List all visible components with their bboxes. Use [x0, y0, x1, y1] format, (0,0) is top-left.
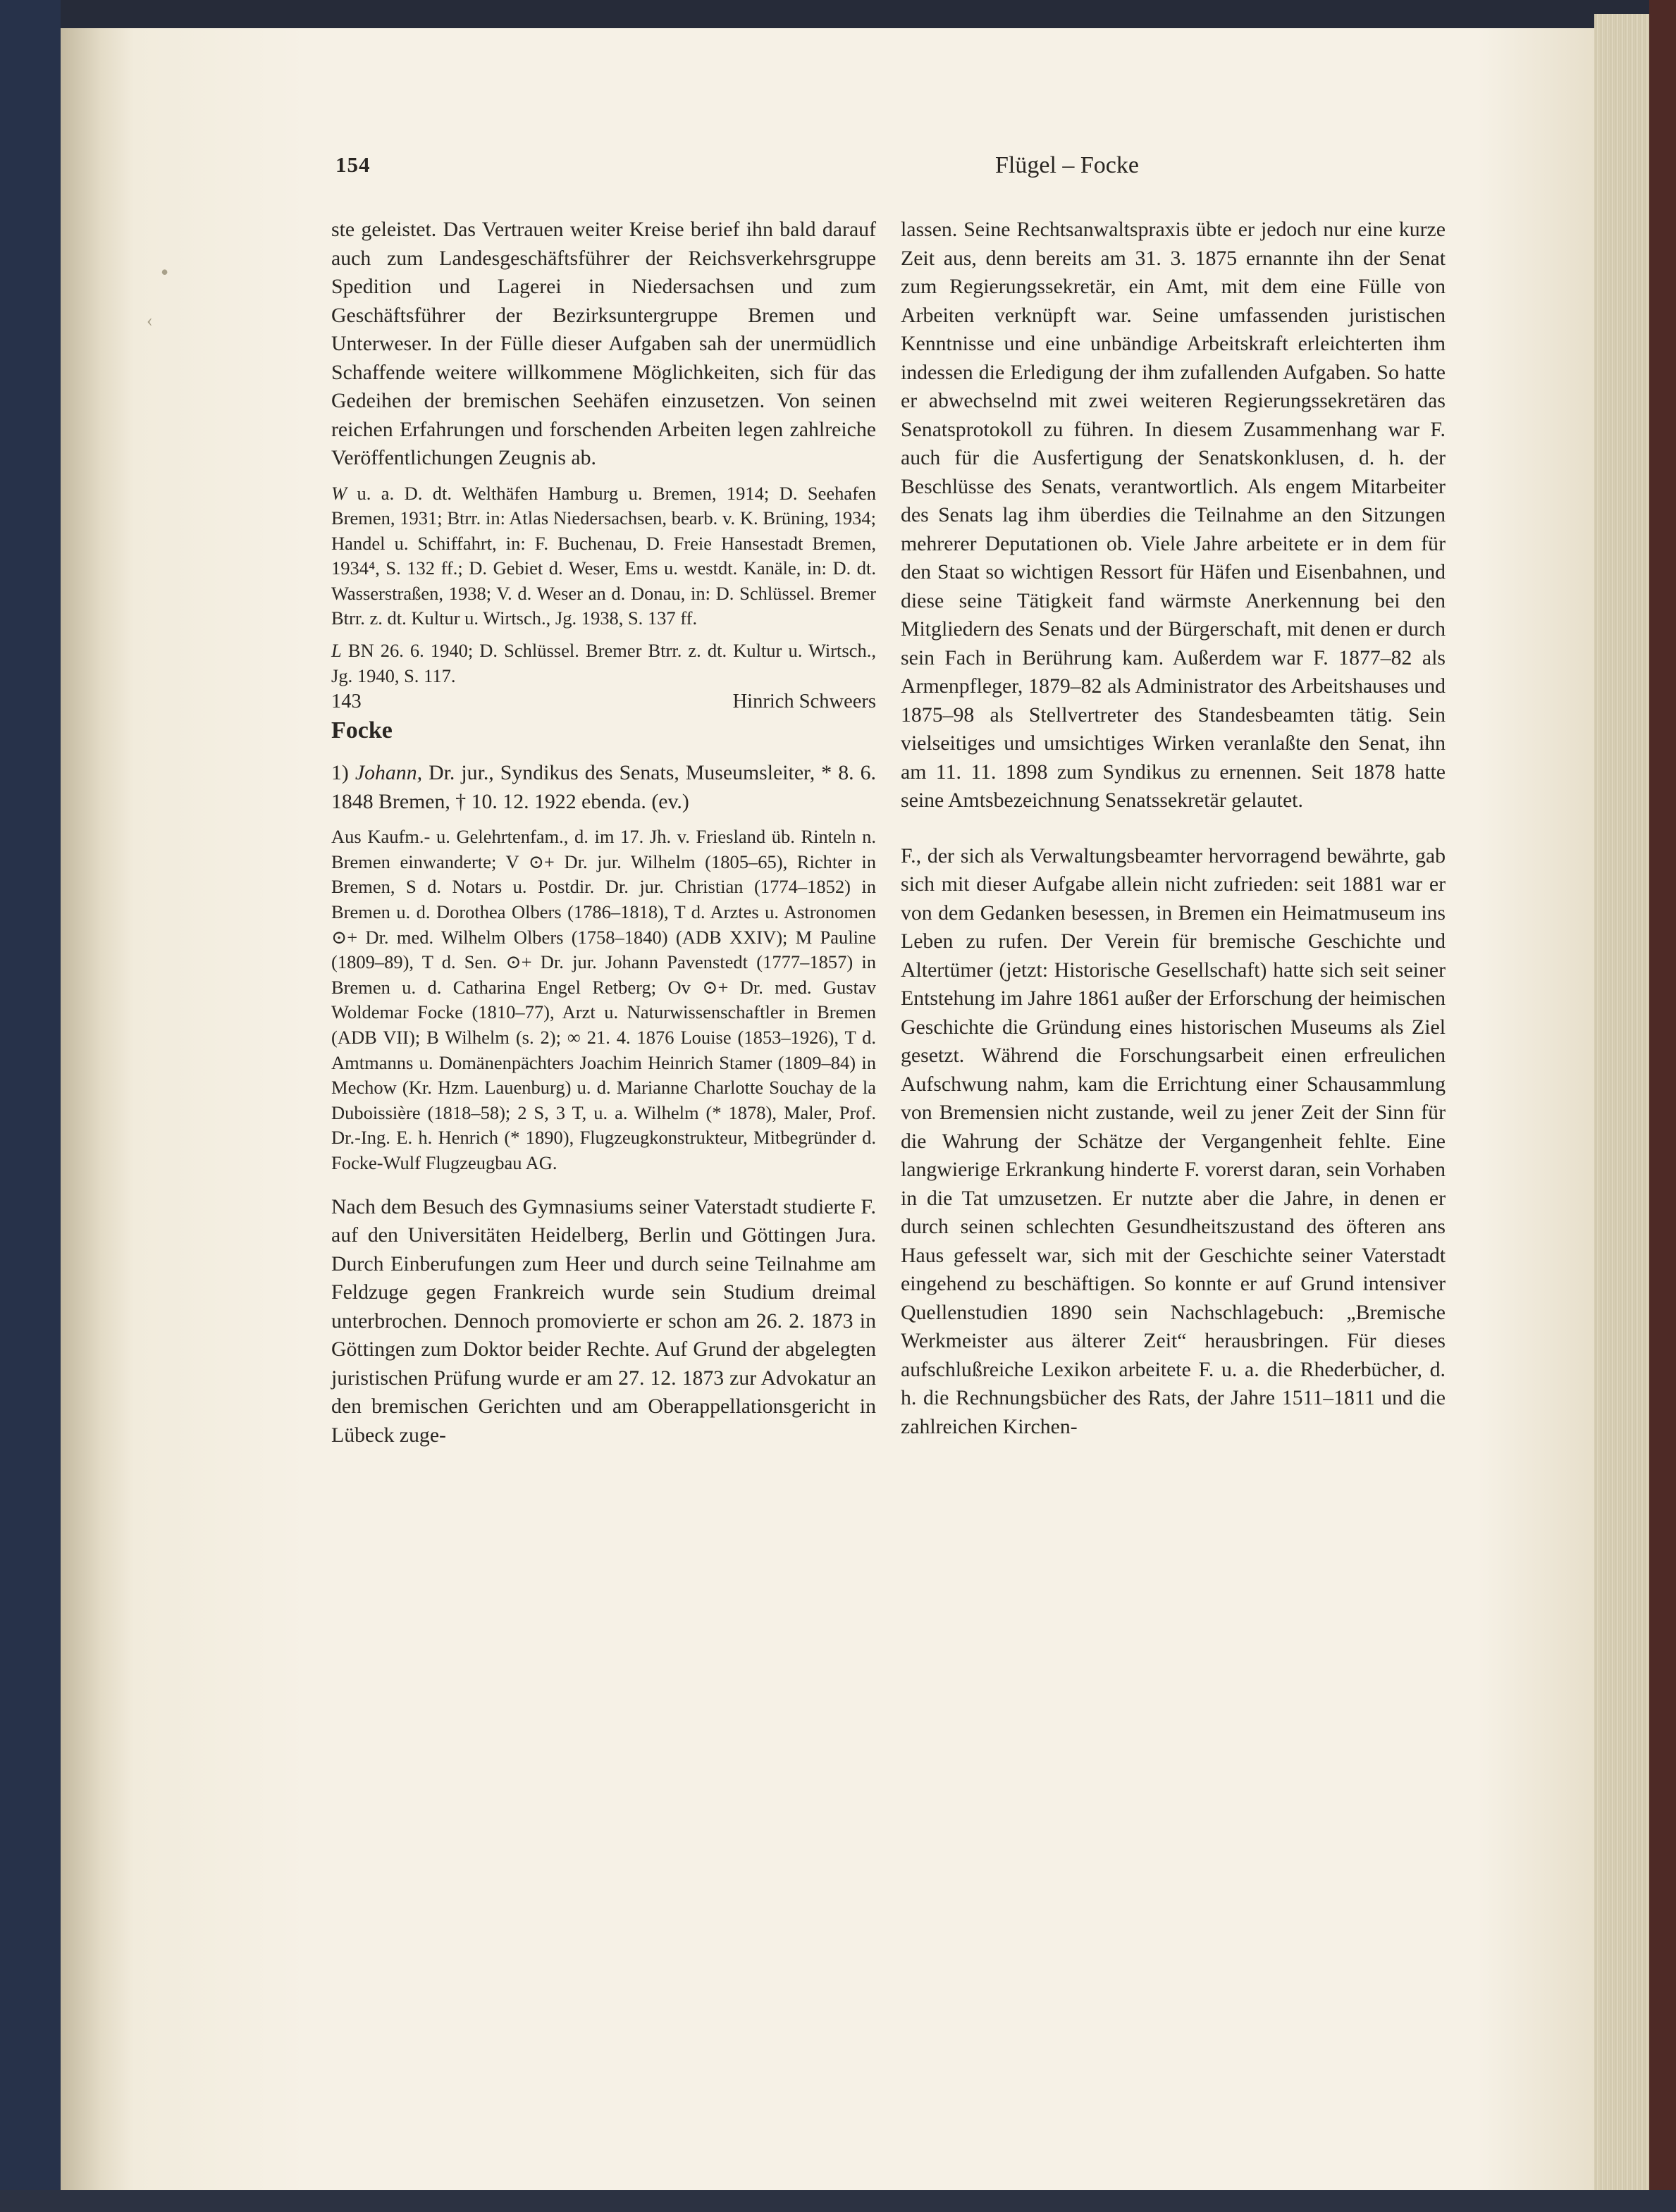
- previous-entry-paragraph: ste geleistet. Das Vertrauen weiter Kreise berief ihn bald darauf auch zum Landesgeschäftsführer der Reichsverkehrsgruppe Spedition und Lagerei in Niedersachsen und zum Geschäftsführer der Bezirksuntergruppe Bremen und Unterweser. In der Fülle dieser Aufgaben sah der unermüdlich Schaffende weitere willkommene Möglichkeiten, sich für das Gedeihen der bremischen Seehäfen einzusetzen. Von seinen reichen Erfahrungen und forschenden Arbeiten legen zahlreiche Veröffentlichungen Zeugnis ab.: [331, 218, 876, 469]
- career-paragraph: lassen. Seine Rechtsanwaltspraxis übte er jedoch nur eine kurze Zeit aus, denn bereits am 31. 3. 1875 ernannte ihn der Senat zum Regierungssekretär, ein Amt, mit dem eine Fülle von Arbeiten verknüpft war. Seine umfassenden juristischen Kenntnisse und eine unbändige Arbeitskraft erleichterten ihm indessen die Erledigung der ihm zufallenden Aufgaben. So hatte er abwechselnd mit zwei weiteren Regierungssekretären das Senatsprotokoll zu führen. In diesem Zusammenhang war F. auch für die Ausfertigung der Senatskonklusen, d. h. der Beschlüsse des Senats, verantwortlich. Als engem Mitarbeiter des Senats lag ihm überdies die Teilnahme an den Sitzungen mehrerer Deputationen ob. Viele Jahre arbeitete er in dem für den Staat so wichtigen Ressort für Häfen und Eisenbahnen, und diese seine Tätigkeit fand wärmste Anerkennung bei den Mitgliedern des Senats und der Bürgerschaft, mit denen er durch sein Fach in Berührung kam. Außerdem war F. 1877–82 als Armenpfleger, 1879–82 als Administrator des Arbeitshauses und 1875–98 als Stellvertreter des Standesbeamten tätig. Sein vielseitiges und umsichtiges Wirken veranlaßte den Senat, ihn am 11. 11. 1898 zum Syndikus zu ernennen. Seit 1878 hatte seine Amtsbezeichnung Senatssekretär gelautet.: [901, 218, 1446, 812]
- right-column: [901, 216, 1446, 1441]
- museum-paragraph: F., der sich als Verwaltungsbeamter hervorragend bewährte, gab sich mit dieser Aufgabe allein nicht zufrieden: seit 1881 war er von dem Gedanken besessen, in Bremen ein Heimatmuseum ins Leben zu rufen. Der Verein für bremische Geschichte und Altertümer (jetzt: Historische Gesellschaft) hatte sich seit seiner Entstehung im Jahre 1861 außer der Erforschung der heimischen Geschichte die Gründung eines historischen Museums als Ziel gesetzt. Während die Forschungsarbeit einen erfreulichen Aufschwung nahm, kam die Errichtung einer Schausammlung von Bremensien nicht zustande, weil zu jener Zeit der Sinn für die Wahrung der Schätze der Vergangenheit fehlte. Eine langwierige Erkrankung hinderte F. vorerst daran, sein Vorhaben in die Tat umzusetzen. Er nutzte aber die Jahre, in denen er durch seinen schlechten Gesundheitszustand des öfteren ans Haus gefesselt war, sich mit der Geschichte seiner Vaterstadt eingehend zu beschäftigen. So konnte er auf Grund intensiver Quellenstudien 1890 sein Nachschlagebuch: „Bremische Werkmeister aus älterer Zeit“ herausbringen. Für dieses aufschlußreiche Lexikon arbeitete F. u. a. die Rhederbücher, d. h. die Rechnungsbücher des Rats, der Jahre 1511–1811 und die zahlreichen Kirchen-: [901, 844, 1446, 1438]
- entry-lead: [331, 759, 876, 816]
- literature-section: [331, 638, 876, 688]
- signature-number: 143: [331, 691, 362, 713]
- page-number: 154: [335, 152, 371, 177]
- genealogy-section: Aus Kaufm.- u. Gelehrtenfam., d. im 17. Jh. v. Friesland üb. Rinteln n. Bremen einwanderte; V ⊙+ Dr. jur. Wilhelm (1805–65), Richter in Bremen, S d. Notars u. Postdir. Dr. jur. Christian (1774–1852) in Bremen u. d. Dorothea Olbers (1786–1818), T d. Arztes u. Astronomen ⊙+ Dr. med. Wilhelm Olbers (1758–1840) (ADB XXIV); M Pauline (1809–89), T d. Sen. ⊙+ Dr. jur. Johann Pavenstedt (1777–1857) in Bremen u. d. Catharina Engel Retberg; Ov ⊙+ Dr. med. Gustav Woldemar Focke (1810–77), Arzt u. Naturwissenschaftler in Bremen (ADB VII); B Wilhelm (s. 2); ∞ 21. 4. 1876 Louise (1853–1926), T d. Amtmanns u. Domänenpächters Joachim Heinrich Stamer (1809–84) in Mechow (Kr. Hzm. Lauenburg) u. d. Marianne Charlotte Souchay de la Duboissière (1818–58); 2 S, 3 T, u. a. Wilhelm (* 1878), Maler, Prof. Dr.-Ing. E. h. Henrich (* 1890), Flugzeugkonstrukteur, Mitbegründer d. Focke-Wulf Flugzeugbau AG.: [331, 826, 876, 1173]
- entry-lead-name: Johann,: [355, 761, 423, 785]
- margin-pencil-mark: ‹: [147, 310, 153, 330]
- book-cover-right: [1649, 0, 1676, 2212]
- book-cover-spine: [0, 0, 61, 2212]
- margin-speck-mark: •: [161, 259, 169, 285]
- signature-author: Hinrich Schweers: [732, 691, 876, 713]
- running-head: Flügel – Focke: [995, 152, 1139, 178]
- works-label: W: [331, 482, 347, 504]
- entry-lead-number: 1): [331, 761, 355, 785]
- page-gutter: [61, 28, 134, 2190]
- book-cover-bottom: [0, 2190, 1676, 2212]
- entry-heading: Focke: [331, 717, 393, 744]
- works-section: [331, 481, 876, 632]
- author-signature: [331, 688, 876, 715]
- page-stack-edge: [1594, 14, 1651, 2199]
- literature-text: BN 26. 6. 1940; D. Schlüssel. Bremer Btrr. z. dt. Kultur u. Wirtsch., Jg. 1940, S. 117.: [331, 640, 876, 686]
- works-text: u. a. D. dt. Welthäfen Hamburg u. Bremen, 1914; D. Seehafen Bremen, 1931; Btrr. in: Atlas Niedersachsen, bearb. v. K. Brüning, 1934; Handel u. Schiffahrt, in: F. Buchenau, D. Freie Hansestadt Bremen, 1934⁴, S. 132 ff.; D. Gebiet d. Weser, Ems u. westdt. Kanäle, in: D. dt. Wasserstraßen, 1938; V. d. Weser an d. Donau, in: D. Schlüssel. Bremer Btrr. z. dt. Kultur u. Wirtsch., Jg. 1938, S. 137 ff.: [331, 482, 876, 629]
- biography-paragraph: Nach dem Besuch des Gymnasiums seiner Vaterstadt studierte F. auf den Universitäten Heidelberg, Berlin und Göttingen Jura. Durch Einberufungen zum Heer und durch seine Teilnahme am Feldzuge gegen Frankreich wurde sein Studium dreimal unterbrochen. Dennoch promovierte er schon am 26. 2. 1873 in Göttingen zum Doktor beider Rechte. Auf Grund der abgelegten juristischen Prüfung wurde er am 27. 12. 1873 zur Advokatur an den bremischen Gerichten und am Oberappellationsgericht in Lübeck zuge-: [331, 1194, 876, 1447]
- entry-lead-details: Dr. jur., Syndikus des Senats, Museumsleiter, * 8. 6. 1848 Bremen, † 10. 12. 1922 ebenda. (ev.): [331, 761, 876, 813]
- left-column: [331, 216, 876, 1450]
- book-cover-top: [0, 0, 1676, 28]
- page-header: [335, 152, 1139, 194]
- literature-label: L: [331, 640, 342, 662]
